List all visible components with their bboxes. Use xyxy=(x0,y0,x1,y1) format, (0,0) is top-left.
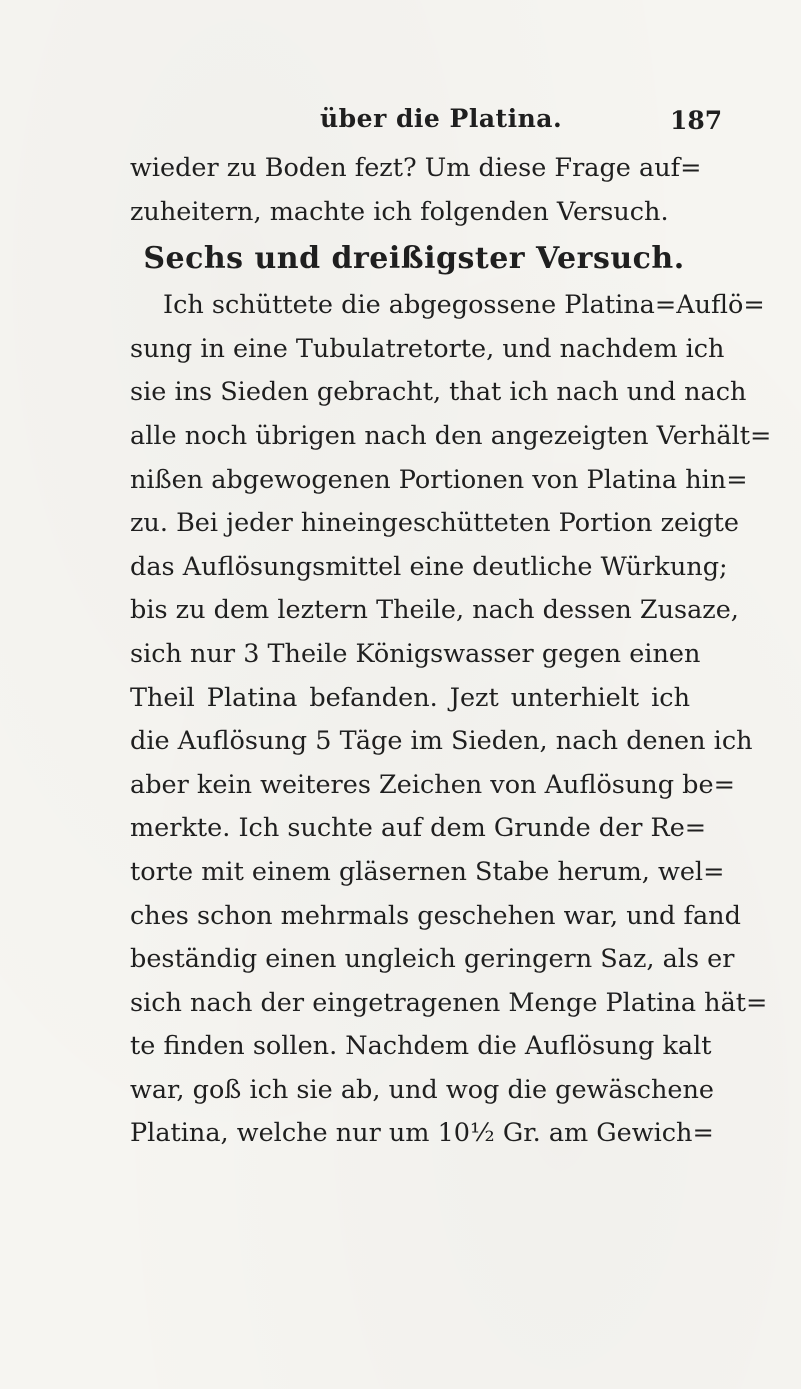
text-line: zu. Bei jeder hineingeschütteten Portion zeigte xyxy=(130,508,739,539)
page-header xyxy=(0,104,801,144)
text-line: die Auflösung 5 Täge im Sieden, nach denen ich xyxy=(130,726,753,757)
text-line: sung in eine Tubulatretorte, und nachdem ich xyxy=(130,333,725,364)
text-line: te finden sollen. Nachdem die Auflösung kalt xyxy=(130,1031,712,1062)
text-line: das Auflösungsmittel eine deutliche Würkung; xyxy=(130,551,728,582)
section-heading: Sechs und dreißigster Versuch. xyxy=(143,241,685,277)
text-line: Platina, welche nur um 10½ Gr. am Gewich= xyxy=(130,1118,714,1149)
text-line: ches schon mehrmals geschehen war, und fand xyxy=(130,900,741,931)
text-line: war, goß ich sie ab, und wog die gewäschene xyxy=(130,1074,714,1105)
text-line: bis zu dem leztern Theile, nach dessen Zusaze, xyxy=(130,595,739,626)
text-line: wieder zu Boden fezt? Um diese Frage auf= xyxy=(130,153,702,183)
body-text xyxy=(130,147,772,1156)
text-line: sich nach der eingetragenen Menge Platina hät= xyxy=(130,987,768,1018)
text-line: sich nur 3 Theile Königswasser gegen einen xyxy=(130,638,701,669)
text-line: Ich schüttete die abgegossene Platina=Auflö= xyxy=(163,290,765,321)
text-line: torte mit einem gläsernen Stabe herum, wel= xyxy=(130,856,725,887)
text-line: zuheitern, machte ich folgenden Versuch. xyxy=(130,196,669,227)
text-line: nißen abgewogenen Portionen von Platina hin= xyxy=(130,464,748,495)
page-number: 187 xyxy=(670,106,723,135)
text-line: merkte. Ich suchte auf dem Grunde der Re= xyxy=(130,813,707,844)
running-title: über die Platina. xyxy=(320,104,563,133)
paragraph-1 xyxy=(130,147,702,234)
text-line: beständig einen ungleich geringern Saz, als er xyxy=(130,944,735,975)
paragraph-2 xyxy=(130,284,772,1156)
text-line: alle noch übrigen nach den angezeigten Verhält= xyxy=(130,420,772,451)
text-line: Theil Platina befanden. Jezt unterhielt ich xyxy=(130,682,690,713)
text-line: sie ins Sieden gebracht, that ich nach und nach xyxy=(130,377,747,408)
text-line: aber kein weiteres Zeichen von Auflösung be= xyxy=(130,769,735,800)
